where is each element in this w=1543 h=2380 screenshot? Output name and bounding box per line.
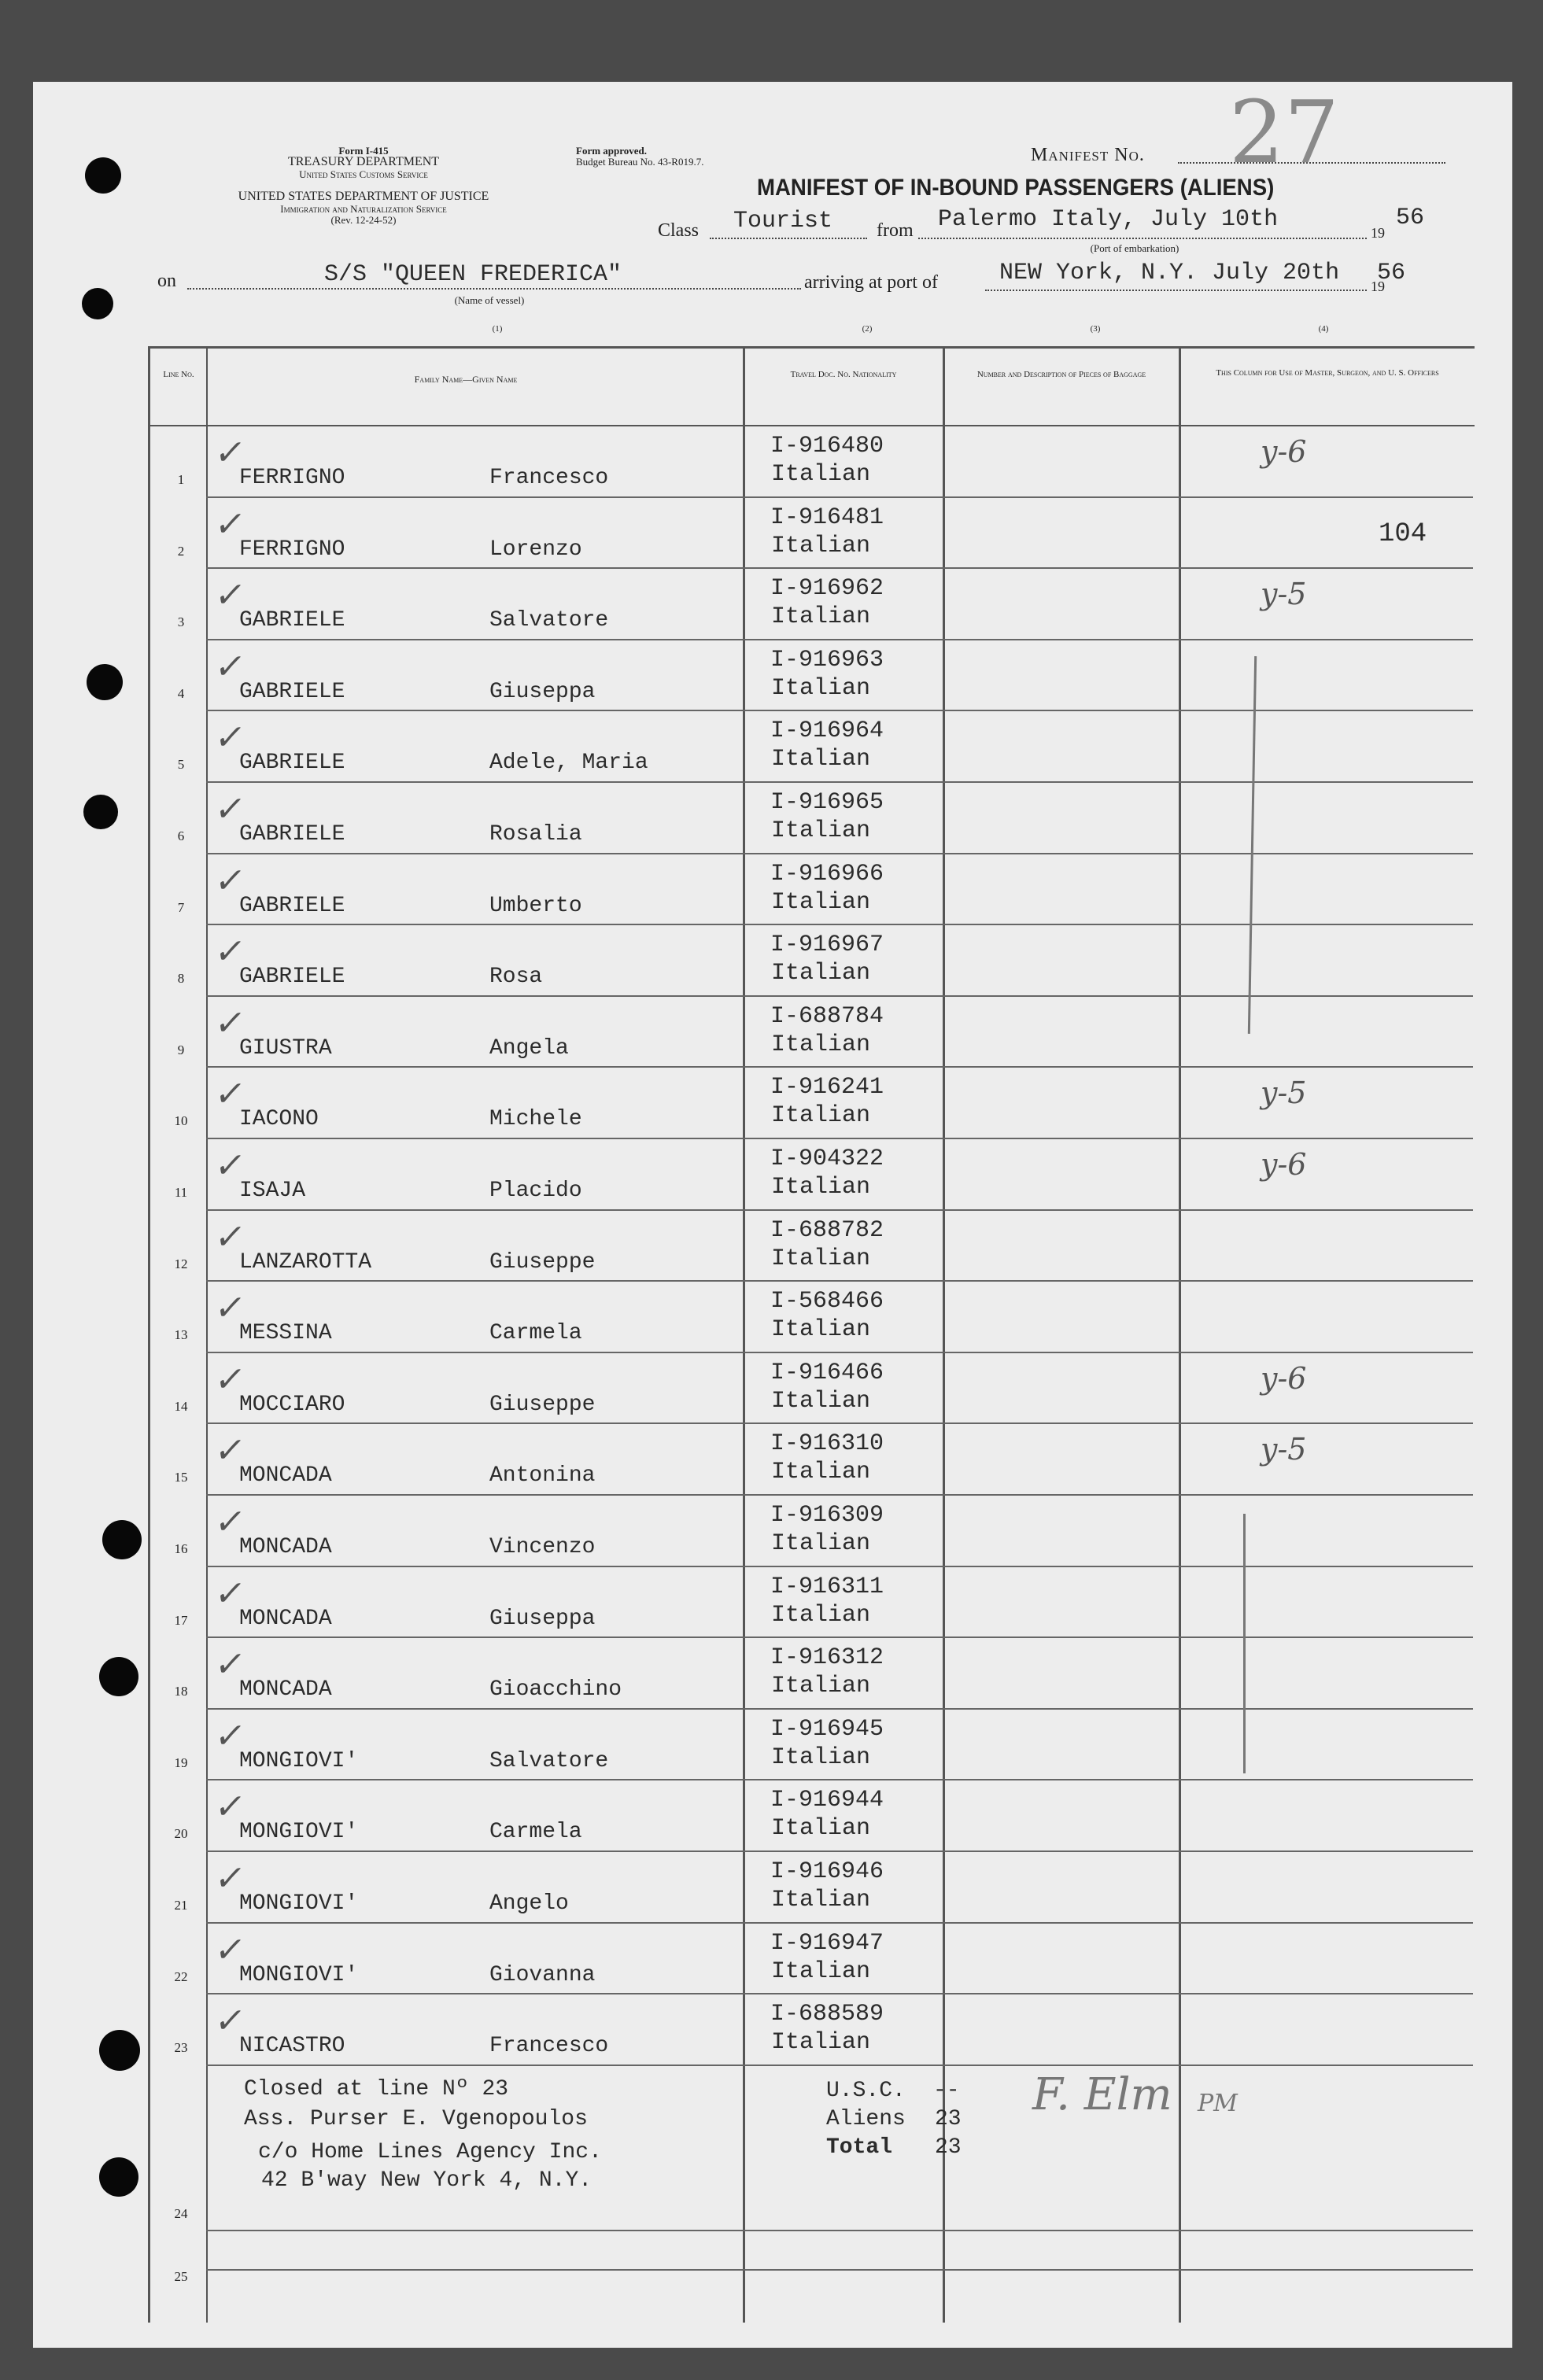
- family-name: LANZAROTTA: [239, 1249, 372, 1275]
- on-label: on: [157, 271, 176, 291]
- table-row: [33, 854, 1512, 926]
- col-name-heading: Family Name—Given Name: [414, 374, 518, 385]
- check-mark-icon: ✓: [212, 1715, 249, 1756]
- check-mark-icon: ✓: [212, 1002, 249, 1043]
- table-row: [33, 498, 1512, 570]
- manifest-no-label: Manifest No.: [1031, 145, 1145, 165]
- nationality: Italian: [771, 1530, 871, 1557]
- given-name: Placido: [489, 1179, 582, 1203]
- check-mark-icon: ✓: [212, 575, 249, 616]
- check-mark-icon: ✓: [212, 860, 249, 901]
- total-label: Total: [826, 2135, 893, 2160]
- travel-doc-number: I-916312: [770, 1644, 884, 1672]
- given-name: Angela: [489, 1035, 569, 1061]
- given-name: Giovanna: [489, 1962, 596, 1987]
- travel-doc-number: I-916964: [770, 718, 884, 745]
- given-name: Rosa: [489, 965, 543, 990]
- from-year-prefix: 19: [1371, 225, 1385, 241]
- arrival-year-prefix: 19: [1371, 279, 1385, 294]
- nationality: Italian: [771, 1601, 871, 1629]
- manifest-title: MANIFEST OF IN-BOUND PASSENGERS (ALIENS): [757, 175, 1275, 201]
- table-row: [33, 426, 1512, 498]
- travel-doc-number: I-916963: [770, 646, 884, 673]
- family-name: GABRIELE: [239, 822, 345, 847]
- aliens-label: Aliens: [826, 2107, 906, 2131]
- travel-doc-number: I-916480: [770, 433, 884, 459]
- usc-label: U.S.C.: [826, 2079, 906, 2103]
- given-name: Carmela: [489, 1820, 582, 1845]
- officer-mark: y-6: [1261, 1147, 1307, 1182]
- check-mark-icon: ✓: [212, 1573, 249, 1614]
- manifest-sheet: [33, 82, 1512, 2348]
- line-number: 13: [174, 1327, 188, 1343]
- family-name: MONGIOVI': [239, 1891, 359, 1916]
- row-separator: [206, 2065, 1473, 2066]
- arrival-port: NEW York, N.Y. July 20th: [999, 260, 1340, 286]
- check-mark-icon: ✓: [212, 1074, 249, 1115]
- line-number: 11: [174, 1185, 188, 1200]
- officer-bracket-line: [1243, 1514, 1246, 1773]
- line-number: 9: [177, 1042, 185, 1057]
- nationality: Italian: [771, 1387, 871, 1415]
- class-line: [710, 238, 867, 239]
- table-row: [33, 783, 1512, 854]
- given-name: Giuseppa: [489, 1606, 596, 1631]
- col-doc-heading: Travel Doc. No. Nationality: [790, 370, 897, 379]
- travel-doc-number: I-568466: [770, 1288, 884, 1315]
- nationality: Italian: [771, 888, 871, 916]
- given-name: Carmela: [489, 1321, 582, 1346]
- family-name: NICASTRO: [239, 2034, 345, 2059]
- table-row: [33, 1780, 1512, 1852]
- nationality: Italian: [771, 1245, 871, 1272]
- nationality: Italian: [771, 1102, 871, 1130]
- col-baggage-heading: Number and Description of Pieces of Baggage: [976, 370, 1146, 379]
- travel-doc-number: I-688782: [770, 1216, 884, 1244]
- line-number: 7: [177, 899, 185, 915]
- check-mark-icon: ✓: [212, 1858, 249, 1898]
- line-number: 1: [177, 472, 185, 487]
- nationality: Italian: [771, 817, 871, 844]
- given-name: Michele: [489, 1107, 582, 1132]
- given-name: Francesco: [489, 466, 609, 490]
- family-name: MOCCIARO: [239, 1392, 345, 1417]
- nationality: Italian: [771, 1887, 871, 1913]
- family-name: GABRIELE: [239, 965, 345, 990]
- line-number: 10: [174, 1113, 188, 1129]
- nationality: Italian: [771, 1459, 871, 1486]
- punch-hole: [82, 288, 113, 319]
- family-name: MESSINA: [239, 1321, 332, 1346]
- check-mark-icon: ✓: [212, 1146, 249, 1186]
- class-label: Class: [658, 220, 700, 241]
- nationality: Italian: [771, 461, 871, 488]
- ins-service: Immigration and Naturalization Service: [280, 203, 447, 215]
- budget-bureau: Budget Bureau No. 43-R019.7.: [576, 156, 704, 168]
- line-number-25: 25: [174, 2269, 188, 2284]
- col-officers-heading: This Column for Use of Master, Surgeon, and U. S. Officers: [1216, 368, 1439, 378]
- line-number: 22: [174, 1969, 188, 1984]
- table-row: [33, 1424, 1512, 1496]
- nationality: Italian: [771, 1815, 871, 1843]
- family-name: MONGIOVI': [239, 1820, 359, 1845]
- class-value: Tourist: [733, 208, 833, 234]
- officer-mark: y-6: [1261, 1360, 1307, 1396]
- travel-doc-number: I-916481: [770, 504, 884, 531]
- check-mark-icon: ✓: [212, 789, 249, 829]
- nationality: Italian: [771, 1174, 871, 1201]
- family-name: GIUSTRA: [239, 1035, 332, 1061]
- nationality: Italian: [771, 746, 871, 773]
- given-name: Salvatore: [489, 1748, 609, 1773]
- line-number: 2: [177, 543, 185, 559]
- table-row: [33, 711, 1512, 783]
- line-number: 12: [174, 1256, 188, 1271]
- line-number: 3: [177, 614, 185, 630]
- given-name: Antonina: [489, 1463, 596, 1489]
- agency-name: c/o Home Lines Agency Inc.: [258, 2140, 602, 2164]
- given-name: Umberto: [489, 893, 582, 918]
- nationality: Italian: [771, 1316, 871, 1344]
- line-number: 14: [174, 1398, 188, 1414]
- table-row: [33, 1282, 1512, 1353]
- punch-hole: [99, 2157, 138, 2197]
- travel-doc-number: I-916466: [770, 1359, 884, 1386]
- family-name: GABRIELE: [239, 679, 345, 704]
- family-name: MONCADA: [239, 1677, 332, 1703]
- travel-doc-number: I-916962: [770, 575, 884, 603]
- family-name: MONCADA: [239, 1606, 332, 1631]
- travel-doc-number: I-688784: [770, 1002, 884, 1030]
- family-name: FERRIGNO: [239, 466, 345, 490]
- check-mark-icon: ✓: [212, 1644, 249, 1685]
- line-number-24: 24: [174, 2206, 188, 2221]
- line-number: 16: [174, 1541, 188, 1556]
- family-name: MONGIOVI': [239, 1748, 359, 1773]
- arrival-year: 56: [1377, 260, 1406, 286]
- check-mark-icon: ✓: [212, 1929, 249, 1970]
- travel-doc-number: I-916945: [770, 1715, 884, 1743]
- customs-service: United States Customs Service: [299, 168, 428, 180]
- nationality: Italian: [771, 1673, 871, 1700]
- punch-hole: [85, 157, 121, 194]
- line-number: 23: [174, 2040, 188, 2056]
- given-name: Angelo: [489, 1891, 569, 1916]
- table-row: [33, 1068, 1512, 1139]
- family-name: GABRIELE: [239, 893, 345, 918]
- col-num-1: (1): [492, 324, 503, 334]
- check-mark-icon: ✓: [212, 1359, 249, 1400]
- travel-doc-number: I-916241: [770, 1074, 884, 1101]
- vessel-name: S/S "QUEEN FREDERICA": [324, 261, 622, 288]
- manifest-number: 27: [1229, 82, 1339, 183]
- travel-doc-number: I-916947: [770, 1929, 884, 1957]
- family-name: MONCADA: [239, 1463, 332, 1489]
- from-label: from: [877, 220, 914, 241]
- table-row: [33, 569, 1512, 640]
- travel-doc-number: I-916310: [770, 1430, 884, 1458]
- from-year: 56: [1396, 205, 1425, 231]
- line-number: 19: [174, 1755, 188, 1770]
- col-num-3: (3): [1090, 324, 1101, 334]
- travel-doc-number: I-916967: [770, 932, 884, 959]
- port-caption: (Port of embarkation): [1090, 242, 1179, 254]
- check-mark-icon: ✓: [212, 718, 249, 758]
- officer-mark: y-5: [1261, 1076, 1307, 1111]
- travel-doc-number: I-916966: [770, 860, 884, 887]
- col-line-heading: Line No.: [163, 370, 194, 379]
- form-approved: Form approved.: [576, 145, 648, 157]
- check-mark-icon: ✓: [212, 1502, 249, 1542]
- check-mark-icon: ✓: [212, 1216, 249, 1257]
- vessel-caption: (Name of vessel): [454, 294, 525, 306]
- arriving-label: arriving at port of: [804, 272, 938, 293]
- aliens-value: 23: [935, 2107, 962, 2131]
- check-mark-icon: ✓: [212, 504, 249, 544]
- nationality: Italian: [771, 2029, 871, 2057]
- family-name: FERRIGNO: [239, 537, 345, 562]
- nationality: Italian: [771, 1743, 871, 1771]
- travel-doc-number: I-916944: [770, 1787, 884, 1814]
- table-row: [33, 1139, 1512, 1211]
- row-separator: [206, 2269, 1473, 2271]
- line-number: 20: [174, 1826, 188, 1842]
- col-num-2: (2): [862, 324, 873, 334]
- revision: (Rev. 12-24-52): [330, 214, 397, 226]
- from-value: Palermo Italy, July 10th: [938, 206, 1279, 233]
- family-name: ISAJA: [239, 1179, 306, 1203]
- check-mark-icon: ✓: [212, 646, 249, 687]
- given-name: Francesco: [489, 2034, 609, 2059]
- vessel-line: [187, 288, 801, 290]
- nationality: Italian: [771, 532, 871, 559]
- from-line: [918, 238, 1367, 239]
- table-row: [33, 1496, 1512, 1567]
- table-top-border: [148, 346, 1475, 349]
- given-name: Vincenzo: [489, 1535, 596, 1559]
- check-mark-icon: ✓: [212, 1787, 249, 1828]
- travel-doc-number: I-904322: [770, 1146, 884, 1172]
- purser-name: Ass. Purser E. Vgenopoulos: [244, 2107, 588, 2131]
- table-row: [33, 925, 1512, 997]
- table-row: [33, 1852, 1512, 1924]
- nationality: Italian: [771, 1958, 871, 1985]
- margin-note: 104: [1379, 519, 1427, 549]
- form-number: Form I-415: [338, 145, 389, 157]
- line-number: 6: [177, 828, 185, 843]
- nationality: Italian: [771, 1031, 871, 1058]
- family-name: MONGIOVI': [239, 1962, 359, 1987]
- nationality: Italian: [771, 603, 871, 631]
- line-number: 5: [177, 757, 185, 773]
- treasury-department: TREASURY DEPARTMENT: [287, 155, 440, 168]
- nationality: Italian: [771, 674, 871, 702]
- given-name: Rosalia: [489, 822, 582, 847]
- officer-mark: y-5: [1261, 577, 1307, 612]
- col-num-4: (4): [1318, 324, 1329, 334]
- family-name: MONCADA: [239, 1535, 332, 1559]
- given-name: Lorenzo: [489, 537, 582, 562]
- line-number: 15: [174, 1470, 188, 1485]
- nationality: Italian: [771, 960, 871, 987]
- travel-doc-number: I-916309: [770, 1502, 884, 1529]
- usc-value: --: [933, 2079, 960, 2103]
- travel-doc-number: I-916311: [770, 1573, 884, 1600]
- given-name: Adele, Maria: [489, 751, 648, 776]
- given-name: Giuseppe: [489, 1392, 596, 1417]
- table-row: [33, 1211, 1512, 1282]
- officer-mark: y-6: [1261, 434, 1307, 469]
- agency-address: 42 B'way New York 4, N.Y.: [261, 2168, 592, 2193]
- table-row: [33, 997, 1512, 1068]
- travel-doc-number: I-688589: [770, 2001, 884, 2028]
- total-value: 23: [935, 2135, 962, 2160]
- table-row: [33, 1638, 1512, 1710]
- check-mark-icon: ✓: [212, 433, 249, 473]
- table-row: [33, 1353, 1512, 1425]
- table-row: [33, 1567, 1512, 1639]
- family-name: IACONO: [239, 1107, 319, 1132]
- justice-department: UNITED STATES DEPARTMENT OF JUSTICE: [238, 190, 489, 203]
- check-mark-icon: ✓: [212, 2001, 249, 2042]
- line-number: 21: [174, 1898, 188, 1913]
- given-name: Salvatore: [489, 608, 609, 633]
- family-name: GABRIELE: [239, 751, 345, 776]
- line-number: 17: [174, 1612, 188, 1628]
- check-mark-icon: ✓: [212, 1288, 249, 1329]
- given-name: Giuseppa: [489, 679, 596, 704]
- family-name: GABRIELE: [239, 608, 345, 633]
- signature-suffix: PM: [1198, 2090, 1238, 2117]
- check-mark-icon: ✓: [212, 1430, 249, 1471]
- given-name: Gioacchino: [489, 1677, 622, 1703]
- table-row: [33, 1924, 1512, 1995]
- officer-signature: F. Elm: [1032, 2069, 1172, 2120]
- line-number: 4: [177, 685, 185, 701]
- table-row: [33, 1994, 1512, 2066]
- line-number: 18: [174, 1684, 188, 1699]
- given-name: Giuseppe: [489, 1249, 596, 1275]
- travel-doc-number: I-916965: [770, 789, 884, 816]
- check-mark-icon: ✓: [212, 932, 249, 972]
- table-row: [33, 640, 1512, 712]
- row-separator: [206, 2230, 1473, 2231]
- line-number: 8: [177, 971, 185, 987]
- arrival-line: [985, 290, 1367, 291]
- table-row: [33, 1710, 1512, 1781]
- officer-mark: y-5: [1261, 1432, 1307, 1467]
- closed-at-line: Closed at line Nº 23: [244, 2077, 509, 2101]
- travel-doc-number: I-916946: [770, 1858, 884, 1885]
